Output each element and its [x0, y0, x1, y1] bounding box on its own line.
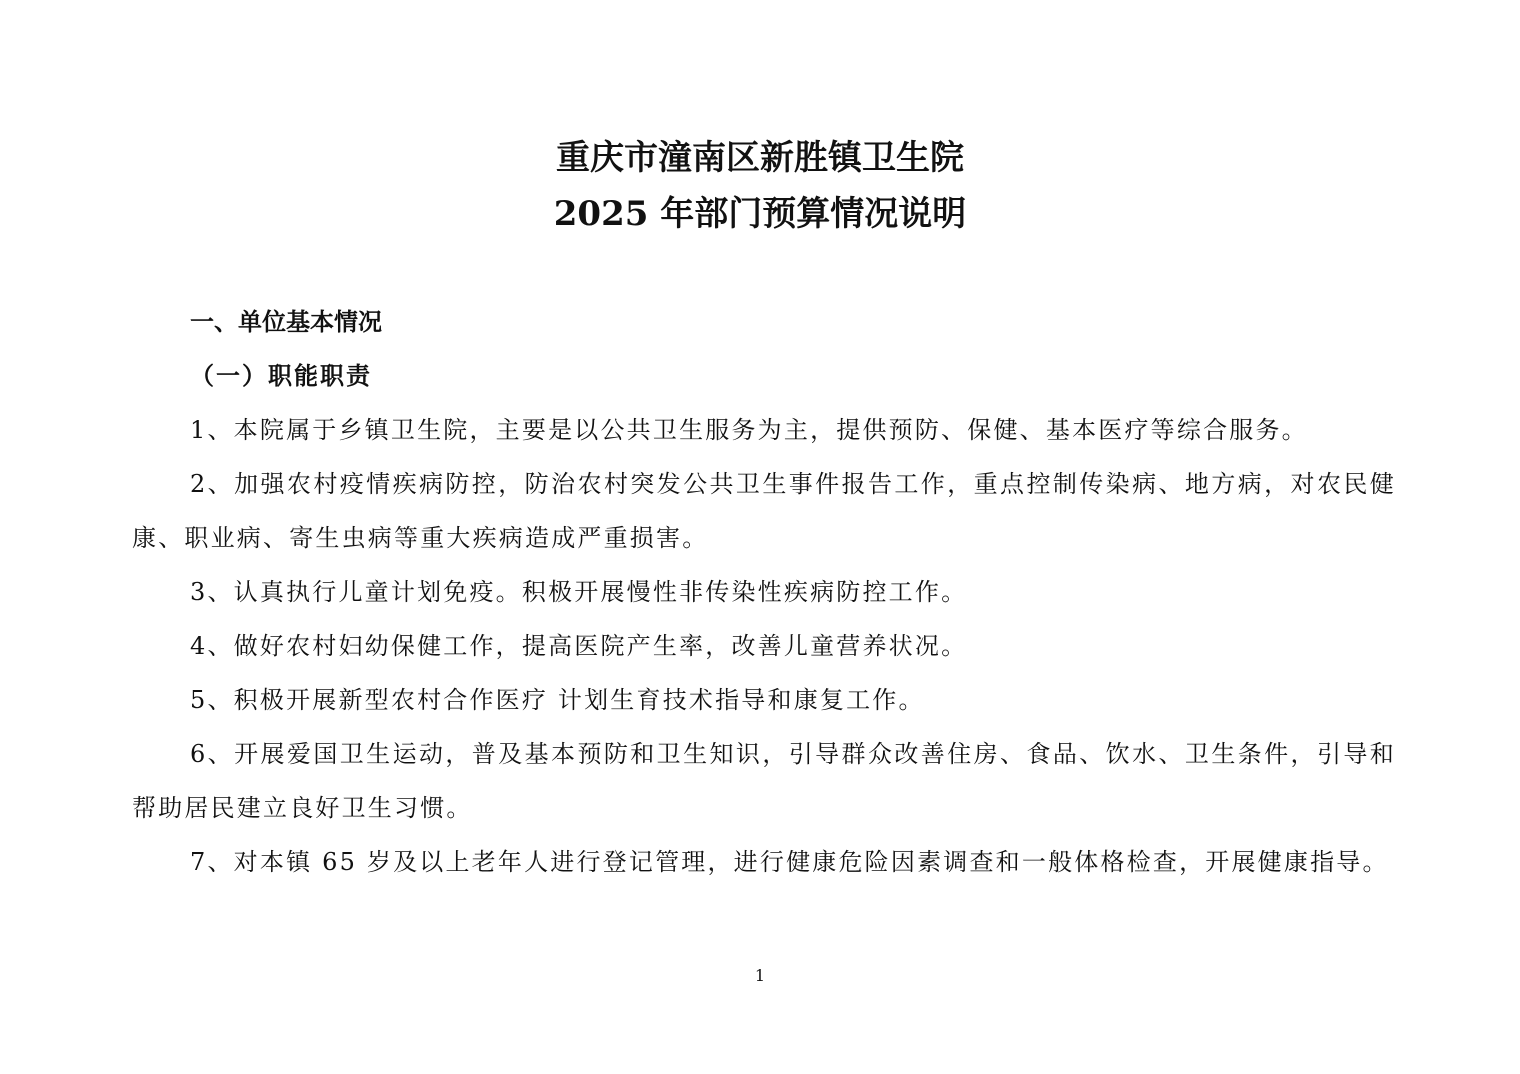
duty-item-2: 2、加强农村疫情疾病防控，防治农村突发公共卫生事件报告工作，重点控制传染病、地方病，对农民健康、职业病、寄生虫病等重大疾病造成严重损害。 — [132, 470, 1396, 552]
section-heading: 一、单位基本情况 — [190, 308, 382, 336]
duty-item-1: 1、本院属于乡镇卫生院，主要是以公共卫生服务为主，提供预防、保健、基本医疗等综合服务。 — [190, 416, 1308, 444]
duty-item-3: 3、认真执行儿童计划免疫。积极开展慢性非传染性疾病防控工作。 — [190, 578, 968, 606]
duty-item-6: 6、开展爱国卫生运动，普及基本预防和卫生知识，引导群众改善住房、食品、饮水、卫生条件，引导和帮助居民建立良好卫生习惯。 — [132, 740, 1396, 822]
duty-item-4: 4、做好农村妇幼保健工作，提高医院产生率，改善儿童营养状况。 — [190, 632, 968, 660]
document-title-line2: 2025 年部门预算情况说明 — [553, 194, 967, 234]
section-subheading: （一）职能职责 — [190, 361, 372, 390]
duty-item-7: 7、对本镇 65 岁及以上老年人进行登记管理，进行健康危险因素调查和一般体格检查，开展健康指导。 — [190, 848, 1389, 876]
duty-item-5: 5、积极开展新型农村合作医疗 计划生育技术指导和康复工作。 — [190, 686, 925, 714]
document-title-line1: 重庆市潼南区新胜镇卫生院 — [556, 138, 964, 178]
page-number: 1 — [754, 966, 766, 985]
